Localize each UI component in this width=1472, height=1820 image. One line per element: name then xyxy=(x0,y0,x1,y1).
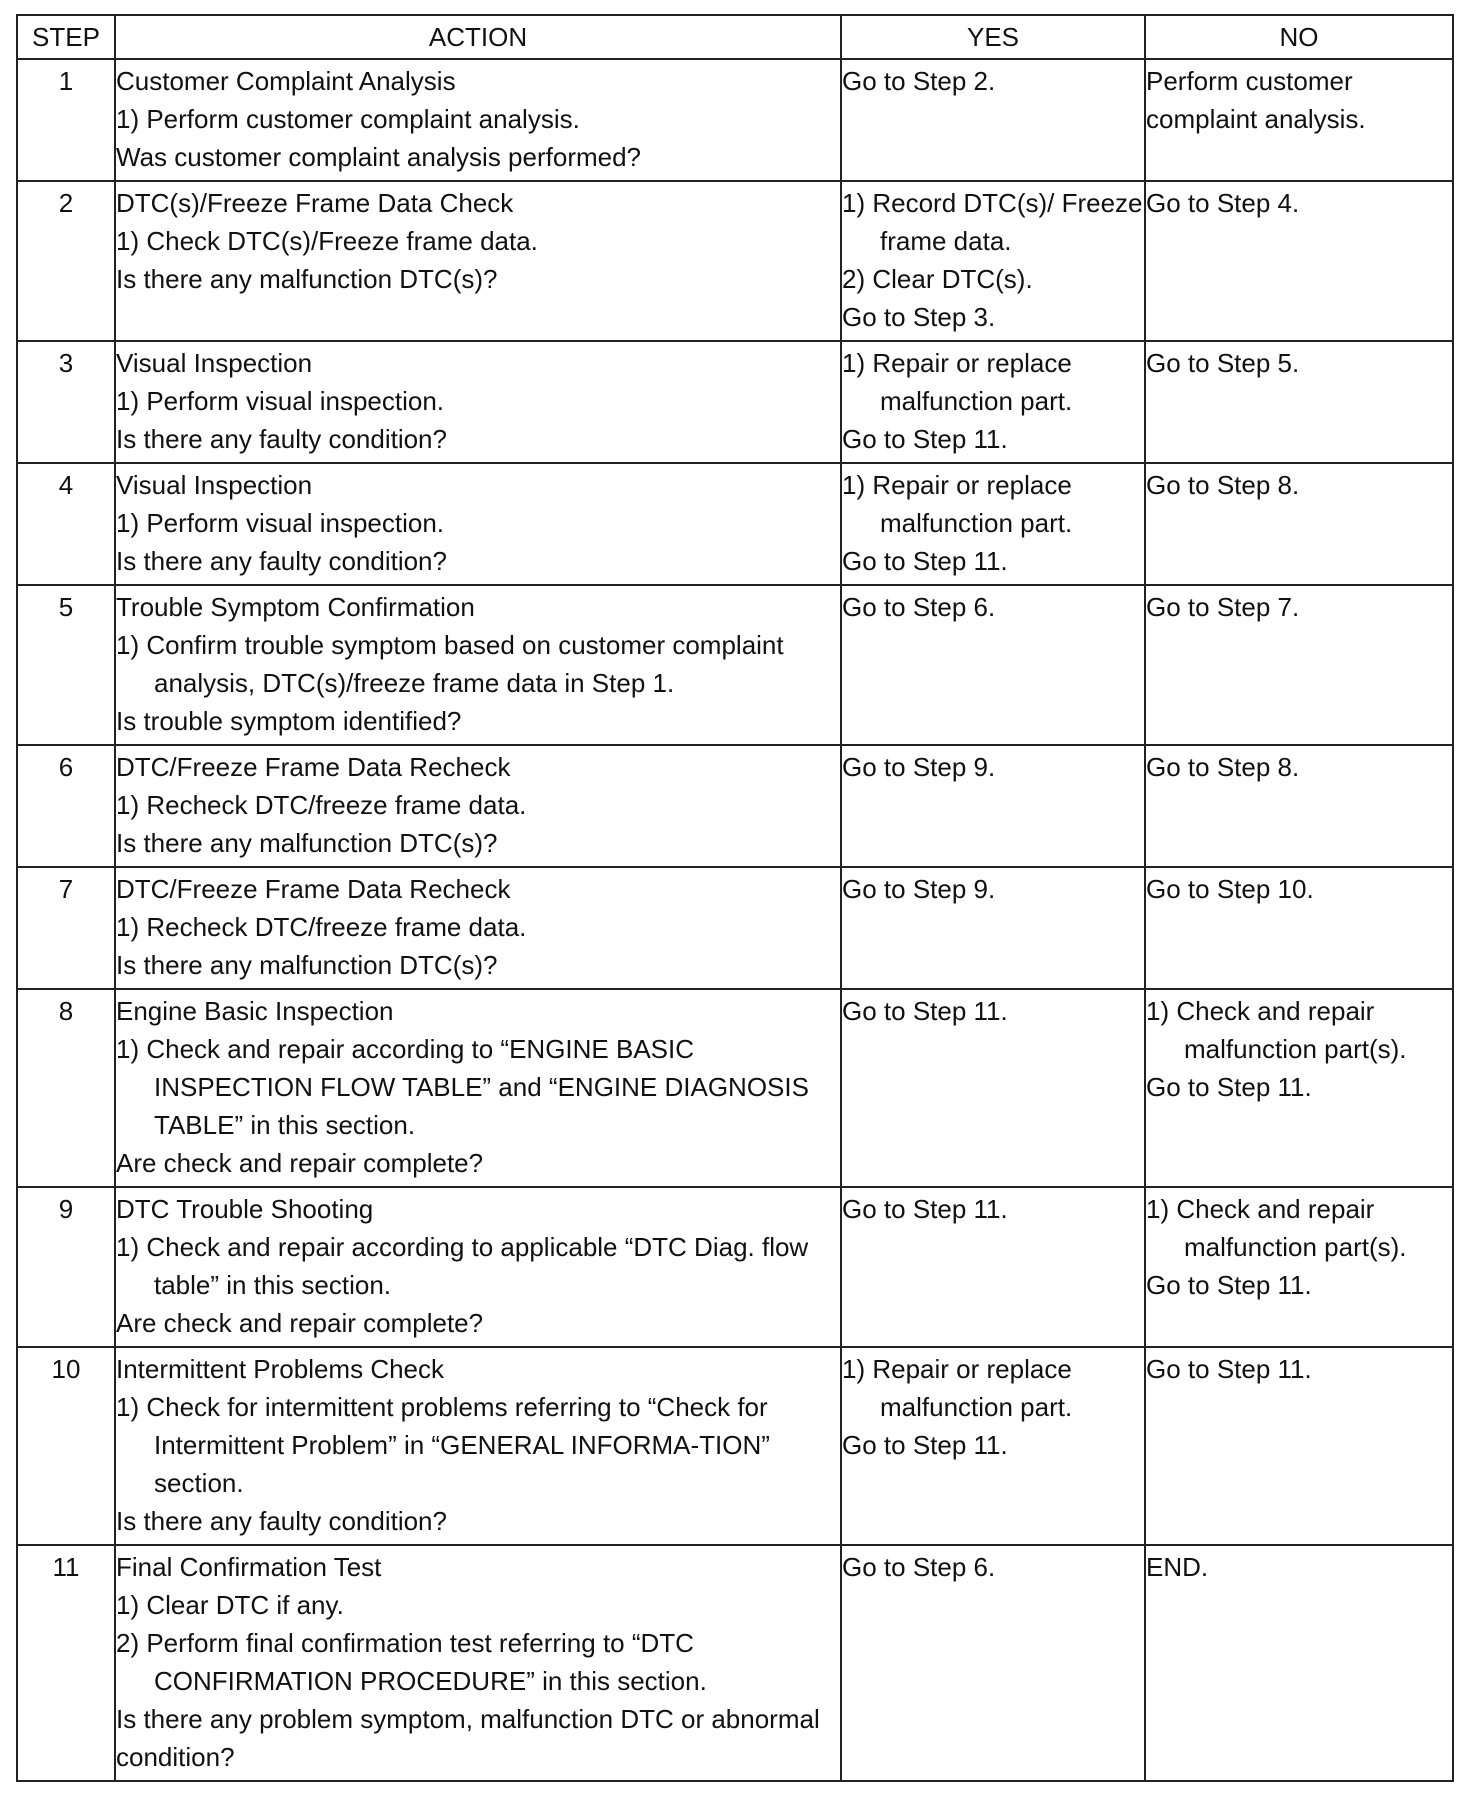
yes-line: 1) Repair or replace malfunction part. xyxy=(842,1354,1073,1422)
no-line: 1) Check and repair malfunction part(s). xyxy=(1146,1194,1407,1262)
table-row xyxy=(17,1187,1453,1347)
action-item: 1) Perform visual inspection. xyxy=(116,508,445,538)
yes-cell xyxy=(841,1545,1145,1781)
yes-line: 2) Clear DTC(s). xyxy=(842,264,1033,294)
no-cell xyxy=(1145,181,1453,341)
no-cell xyxy=(1145,989,1453,1187)
action-question: Is there any faulty condition? xyxy=(116,1506,447,1536)
yes-cell xyxy=(841,745,1145,867)
table-row xyxy=(17,463,1453,585)
action-question: Is there any faulty condition? xyxy=(116,546,447,576)
yes-line: 1) Repair or replace malfunction part. xyxy=(842,470,1073,538)
action-question: Is trouble symptom identified? xyxy=(116,706,462,736)
action-item: 1) Check and repair according to applicable “DTC Diag. flow table” in this section. xyxy=(116,1232,809,1300)
table-row xyxy=(17,1545,1453,1781)
action-cell xyxy=(115,1347,841,1545)
table-row xyxy=(17,1347,1453,1545)
header-action: ACTION xyxy=(115,15,841,59)
action-title: Engine Basic Inspection xyxy=(116,996,394,1026)
action-title: DTC Trouble Shooting xyxy=(116,1194,374,1224)
no-cell xyxy=(1145,1187,1453,1347)
diagnostic-flow-table xyxy=(16,14,1454,1782)
table-row xyxy=(17,59,1453,181)
action-cell xyxy=(115,745,841,867)
yes-line: Go to Step 11. xyxy=(842,424,1008,454)
header-yes: YES xyxy=(841,15,1145,59)
no-line: Go to Step 11. xyxy=(1146,1072,1312,1102)
no-line: Perform customer complaint analysis. xyxy=(1146,66,1366,134)
no-line: 1) Check and repair malfunction part(s). xyxy=(1146,996,1407,1064)
action-cell xyxy=(115,463,841,585)
step-number: 5 xyxy=(17,585,115,745)
step-number: 9 xyxy=(17,1187,115,1347)
no-line: Go to Step 7. xyxy=(1146,592,1300,622)
no-line: Go to Step 10. xyxy=(1146,874,1314,904)
yes-line: Go to Step 11. xyxy=(842,546,1008,576)
yes-cell xyxy=(841,867,1145,989)
no-cell xyxy=(1145,463,1453,585)
table-row xyxy=(17,585,1453,745)
action-question: Is there any faulty condition? xyxy=(116,424,447,454)
step-number: 1 xyxy=(17,59,115,181)
no-cell xyxy=(1145,1545,1453,1781)
yes-line: Go to Step 9. xyxy=(842,874,996,904)
yes-cell xyxy=(841,1187,1145,1347)
yes-cell xyxy=(841,463,1145,585)
table-row xyxy=(17,181,1453,341)
yes-cell xyxy=(841,585,1145,745)
yes-line: Go to Step 3. xyxy=(842,302,996,332)
action-item: 1) Check for intermittent problems referring to “Check for Intermittent Problem” in “GENERAL INFORMA-TION” section. xyxy=(116,1392,770,1498)
action-item: 2) Perform final confirmation test referring to “DTC CONFIRMATION PROCEDURE” in this section. xyxy=(116,1628,707,1696)
no-cell xyxy=(1145,745,1453,867)
header-row xyxy=(17,15,1453,59)
no-line: Go to Step 8. xyxy=(1146,752,1300,782)
step-number: 6 xyxy=(17,745,115,867)
action-cell xyxy=(115,341,841,463)
yes-line: Go to Step 11. xyxy=(842,996,1008,1026)
action-item: 1) Perform visual inspection. xyxy=(116,386,445,416)
yes-cell xyxy=(841,341,1145,463)
action-title: Customer Complaint Analysis xyxy=(116,66,456,96)
yes-line: Go to Step 6. xyxy=(842,592,996,622)
step-number: 7 xyxy=(17,867,115,989)
action-item: 1) Check and repair according to “ENGINE BASIC INSPECTION FLOW TABLE” and “ENGINE DIAGNOSIS TABLE” in this section. xyxy=(116,1034,809,1140)
action-item: 1) Clear DTC if any. xyxy=(116,1590,344,1620)
action-item: 1) Check DTC(s)/Freeze frame data. xyxy=(116,226,538,256)
action-title: DTC(s)/Freeze Frame Data Check xyxy=(116,188,514,218)
no-cell xyxy=(1145,341,1453,463)
yes-line: 1) Repair or replace malfunction part. xyxy=(842,348,1073,416)
action-question: Is there any malfunction DTC(s)? xyxy=(116,828,498,858)
action-title: Intermittent Problems Check xyxy=(116,1354,445,1384)
no-line: Go to Step 5. xyxy=(1146,348,1300,378)
action-question: Is there any problem symptom, malfunction DTC or abnormal condition? xyxy=(116,1704,820,1772)
action-question: Are check and repair complete? xyxy=(116,1148,484,1178)
no-cell xyxy=(1145,1347,1453,1545)
yes-cell xyxy=(841,59,1145,181)
yes-cell xyxy=(841,989,1145,1187)
yes-line: 1) Record DTC(s)/ Freeze frame data. xyxy=(842,188,1143,256)
no-line: Go to Step 11. xyxy=(1146,1354,1312,1384)
yes-line: Go to Step 6. xyxy=(842,1552,996,1582)
no-cell xyxy=(1145,585,1453,745)
no-line: Go to Step 8. xyxy=(1146,470,1300,500)
action-cell xyxy=(115,181,841,341)
action-cell xyxy=(115,59,841,181)
action-title: DTC/Freeze Frame Data Recheck xyxy=(116,874,511,904)
action-cell xyxy=(115,1545,841,1781)
action-title: Visual Inspection xyxy=(116,470,313,500)
step-number: 8 xyxy=(17,989,115,1187)
action-question: Are check and repair complete? xyxy=(116,1308,484,1338)
action-cell xyxy=(115,1187,841,1347)
action-item: 1) Recheck DTC/freeze frame data. xyxy=(116,912,527,942)
table-row xyxy=(17,867,1453,989)
yes-line: Go to Step 11. xyxy=(842,1430,1008,1460)
no-cell xyxy=(1145,867,1453,989)
table-body xyxy=(17,59,1453,1781)
action-title: Trouble Symptom Confirmation xyxy=(116,592,475,622)
diagnostic-flow-sheet xyxy=(16,14,1454,1782)
yes-line: Go to Step 9. xyxy=(842,752,996,782)
header-no: NO xyxy=(1145,15,1453,59)
table-row xyxy=(17,989,1453,1187)
table-row xyxy=(17,341,1453,463)
yes-line: Go to Step 2. xyxy=(842,66,996,96)
header-step: STEP xyxy=(17,15,115,59)
no-cell xyxy=(1145,59,1453,181)
step-number: 3 xyxy=(17,341,115,463)
action-title: Final Confirmation Test xyxy=(116,1552,382,1582)
action-title: DTC/Freeze Frame Data Recheck xyxy=(116,752,511,782)
no-line: END. xyxy=(1146,1552,1209,1582)
action-cell xyxy=(115,867,841,989)
action-cell xyxy=(115,989,841,1187)
yes-cell xyxy=(841,181,1145,341)
action-item: 1) Recheck DTC/freeze frame data. xyxy=(116,790,527,820)
yes-line: Go to Step 11. xyxy=(842,1194,1008,1224)
action-item: 1) Perform customer complaint analysis. xyxy=(116,104,580,134)
action-question: Is there any malfunction DTC(s)? xyxy=(116,950,498,980)
action-title: Visual Inspection xyxy=(116,348,313,378)
action-question: Was customer complaint analysis performed? xyxy=(116,142,642,172)
step-number: 10 xyxy=(17,1347,115,1545)
table-row xyxy=(17,745,1453,867)
action-cell xyxy=(115,585,841,745)
action-item: 1) Confirm trouble symptom based on customer complaint analysis, DTC(s)/freeze frame data in Step 1. xyxy=(116,630,784,698)
no-line: Go to Step 4. xyxy=(1146,188,1300,218)
yes-cell xyxy=(841,1347,1145,1545)
step-number: 4 xyxy=(17,463,115,585)
step-number: 11 xyxy=(17,1545,115,1781)
no-line: Go to Step 11. xyxy=(1146,1270,1312,1300)
action-question: Is there any malfunction DTC(s)? xyxy=(116,264,498,294)
step-number: 2 xyxy=(17,181,115,341)
